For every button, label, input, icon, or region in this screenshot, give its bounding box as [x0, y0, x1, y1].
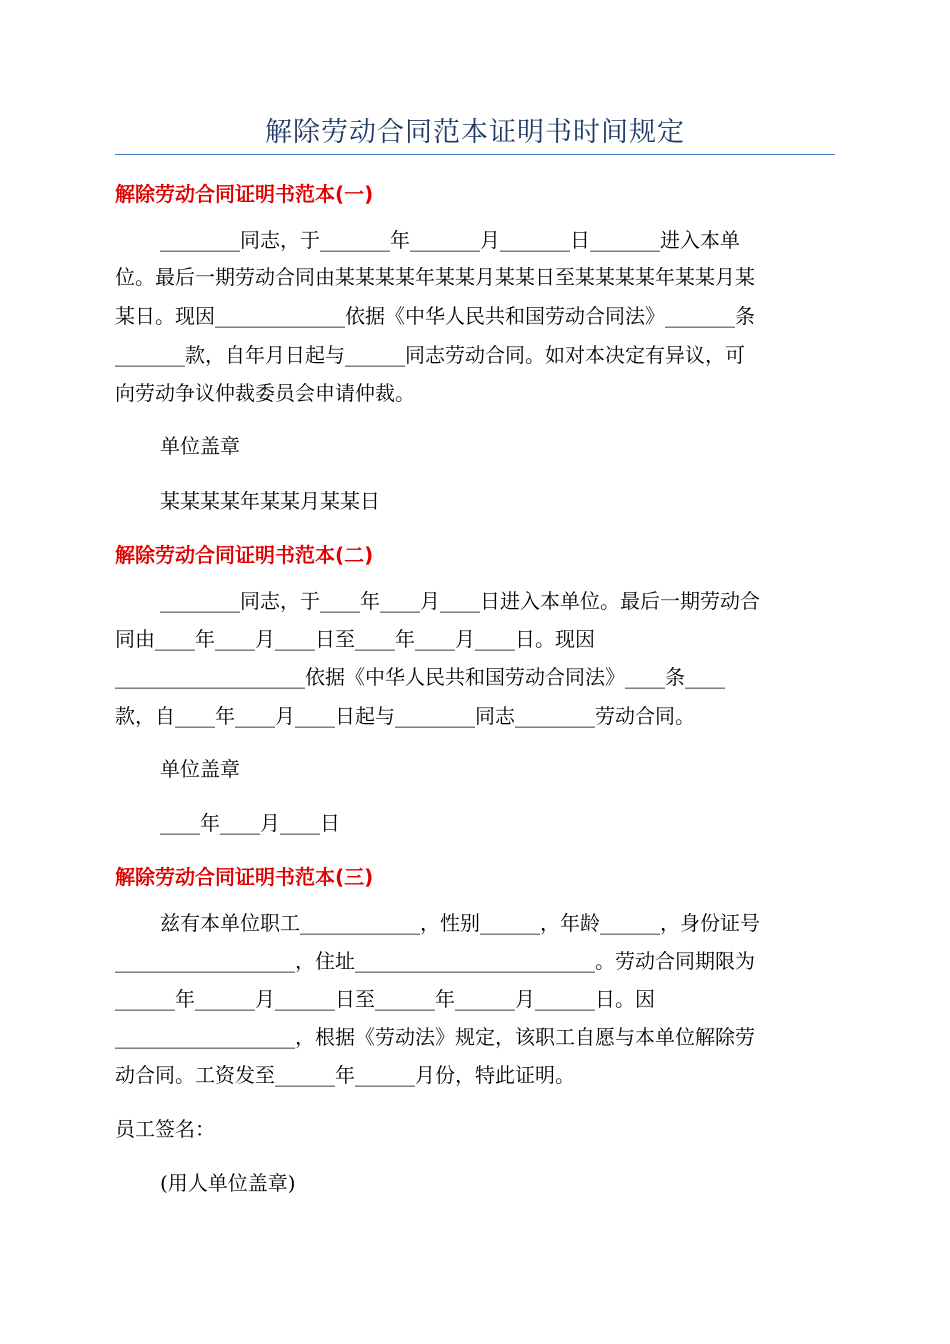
section-3-line-4: __________________，根据《劳动法》规定，该职工自愿与本单位解除劳 [115, 1025, 755, 1049]
section-1-line-3: 某日。现因_____________依据《中华人民共和国劳动合同法》_______条 [115, 304, 755, 328]
title-underline [115, 154, 835, 155]
employer-seal-label: (用人单位盖章) [160, 1171, 296, 1195]
section-3-line-1: 兹有本单位职工____________，性别______，年龄______，身份证号 [160, 911, 760, 935]
section-3-heading: 解除劳动合同证明书范本(三) [115, 865, 374, 889]
section-2-line-4: 款，自____年____月____日起与________同志________劳动合同。 [115, 704, 695, 728]
section-3-line-3: ______年______月______日至______年______月______日。因 [115, 987, 655, 1011]
section-3-line-2: __________________，住址________________________。劳动合同期限为 [115, 949, 755, 973]
section-1-date: 某某某某年某某月某某日 [160, 489, 380, 513]
section-3-line-5: 动合同。工资发至______年______月份，特此证明。 [115, 1063, 575, 1087]
section-2-seal: 单位盖章 [160, 757, 240, 781]
document-title: 解除劳动合同范本证明书时间规定 [265, 117, 685, 148]
section-2-line-2: 同由____年____月____日至____年____月____日。现因 [115, 627, 595, 651]
section-1-line-5: 向劳动争议仲裁委员会申请仲裁。 [115, 381, 415, 405]
section-1-seal: 单位盖章 [160, 434, 240, 458]
section-2-date: ____年____月____日 [160, 811, 340, 835]
section-1-line-1: ________同志，于_______年_______月_______日_______进入本单 [160, 228, 740, 252]
section-1-line-4: _______款，自年月日起与______同志劳动合同。如对本决定有异议，可 [115, 343, 745, 367]
section-1-line-2: 位。最后一期劳动合同由某某某某年某某月某某日至某某某某年某某月某 [115, 265, 755, 289]
section-2-line-3: ___________________依据《中华人民共和国劳动合同法》____条____ [115, 665, 725, 689]
employee-signature-label: 员工签名： [115, 1117, 215, 1141]
section-2-heading: 解除劳动合同证明书范本(二) [115, 543, 374, 567]
section-2-line-1: ________同志，于____年____月____日进入本单位。最后一期劳动合 [160, 589, 760, 613]
section-1-heading: 解除劳动合同证明书范本(一) [115, 182, 374, 206]
